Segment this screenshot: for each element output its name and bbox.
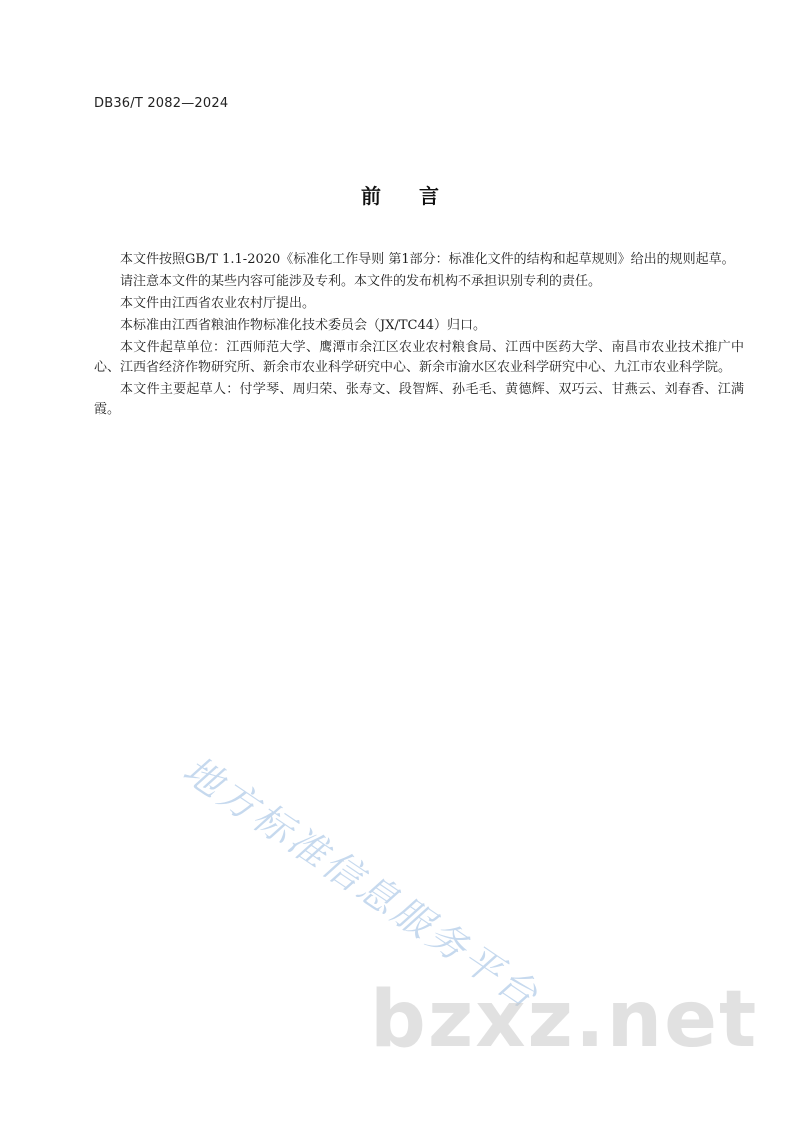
paragraph-drafters: 本文件主要起草人：付学琴、周归荣、张寿文、段智辉、孙毛毛、黄德辉、双巧云、甘燕云、刘春香、江满霞。 (94, 382, 744, 417)
paragraph-proposer: 本文件由江西省农业农村厅提出。 (120, 296, 316, 311)
document-code: DB36/T 2082—2024 (94, 96, 229, 111)
paragraph-patent-notice: 请注意本文件的某些内容可能涉及专利。本文件的发布机构不承担识别专利的责任。 (120, 274, 602, 289)
watermark-platform-name: 地方标准信息服务平台 (175, 747, 549, 1019)
paragraph-drafting-rules: 本文件按照GB/T 1.1-2020《标准化工作导则 第1部分：标准化文件的结构和起草规则》给出的规则起草。 (120, 252, 735, 267)
foreword-body (94, 250, 744, 422)
page-title: 前言 (361, 184, 477, 208)
paragraph-drafting-units: 本文件起草单位：江西师范大学、鹰潭市余江区农业农村粮食局、江西中医药大学、南昌市农业技术推广中心、江西省经济作物研究所、新余市农业科学研究中心、新余市渝水区农业科学研究中心、九江市农业科学院。 (94, 340, 744, 375)
watermark-site-logo: bzxz.net (370, 975, 759, 1065)
paragraph-committee: 本标准由江西省粮油作物标准化技术委员会（JX/TC44）归口。 (120, 318, 487, 333)
